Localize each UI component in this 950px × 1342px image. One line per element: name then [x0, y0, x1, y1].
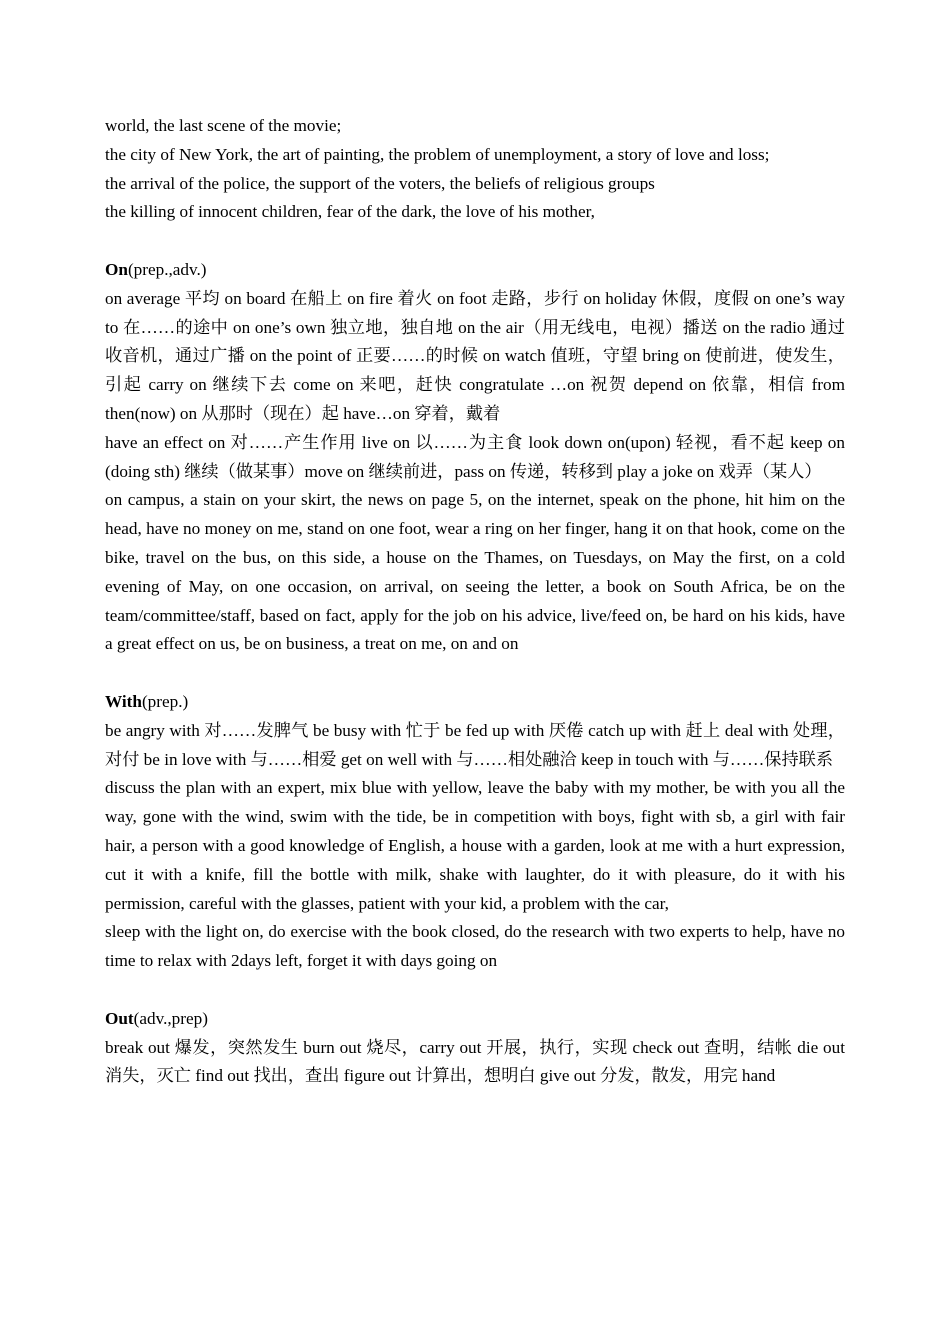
example-paragraph: on campus, a stain on your skirt, the news on page 5, on the internet, speak on the phone, hit him on the head, have no money on me, stand on one foot, wear a ring on her finger, hang it on that hook, come on the bike, travel on the bus, on this side, a house on the Thames, on Tuesdays, on May the first, on a cold evening of May, on one occasion, on arrival, on seeing the letter, a book on South Africa, be on the team/committee/staff, based on fact, apply for the job on his advice, live/feed on, be hard on his kids, have a great effect on us, be on business, a treat on me, on and on	[105, 490, 845, 654]
heading-pos: (adv.,prep)	[133, 1008, 208, 1028]
blank-line	[105, 227, 845, 256]
section-heading-out	[105, 1005, 845, 1034]
heading-keyword: On	[105, 259, 128, 279]
heading-pos: (prep.,adv.)	[127, 259, 207, 279]
example-paragraph: discuss the plan with an expert, mix blue with yellow, leave the baby with my mother, be with you all the way, gone with the wind, swim with the tide, be in competition with boys, fight with sb, a girl with fair hair, a person with a good knowledge of English, a house with a garden, look at me with a hurt expression, cut it with a knife, fill the bottle with milk, shake with laughter, do it with pleasure, do it with his permission, careful with the glasses, patient with your kid, a problem with the car,	[105, 778, 845, 913]
text-line: the arrival of the police, the support of the voters, the beliefs of religious groups	[105, 173, 655, 193]
phrase-paragraph: have an effect on 对……产生作用 live on 以……为主食 look down on(upon) 轻视，看不起 keep on (doing sth) 继续（做某事）move on 继续前进，pass on 传递，转移到 play a joke on 戏弄（某人）	[105, 432, 845, 481]
phrase-paragraph: break out 爆发，突然发生 burn out 烧尽，carry out 开展，执行，实现 check out 查明，结帐 die out 消失，灭亡 find out 找出，查出 figure out 计算出，想明白 give out 分发，散发，用完 hand	[105, 1037, 845, 1086]
section-heading-on	[105, 256, 845, 285]
document-page	[105, 112, 845, 1091]
heading-keyword: With	[105, 691, 142, 711]
heading-keyword: Out	[105, 1008, 134, 1028]
text-line: world, the last scene of the movie;	[105, 116, 342, 135]
phrase-paragraph: be angry with 对……发脾气 be busy with 忙于 be fed up with 厌倦 catch up with 赶上 deal with 处理，对付 be in love with 与……相爱 get on well with 与……相处融洽 keep in touch with 与……保持联系	[105, 720, 845, 769]
blank-line	[105, 976, 845, 1005]
text-line: the killing of innocent children, fear of the dark, the love of his mother,	[105, 202, 595, 222]
section-heading-with	[105, 688, 845, 717]
phrase-paragraph: on average 平均 on board 在船上 on fire 着火 on foot 走路，步行 on holiday 休假，度假 on one’s way to 在……的途中 on one’s own 独立地，独自地 on the air（用无线电，电视）播送 on the radio 通过收音机，通过广播 on the point of 正要……的时候 on watch 值班，守望 bring on 使前进，使发生，引起 carry on 继续下去 come on 来吧，赶快 congratulate …on 祝贺 depend on 依靠，相信 from then(now) on 从那时（现在）起 have…on 穿着，戴着	[105, 288, 845, 423]
example-paragraph: sleep with the light on, do exercise with the book closed, do the research with two experts to help, have no time to relax with 2days left, forget it with days going on	[105, 922, 845, 971]
blank-line	[105, 659, 845, 688]
text-line: the city of New York, the art of painting, the problem of unemployment, a story of love and loss;	[105, 144, 770, 164]
heading-pos: (prep.)	[141, 691, 189, 711]
